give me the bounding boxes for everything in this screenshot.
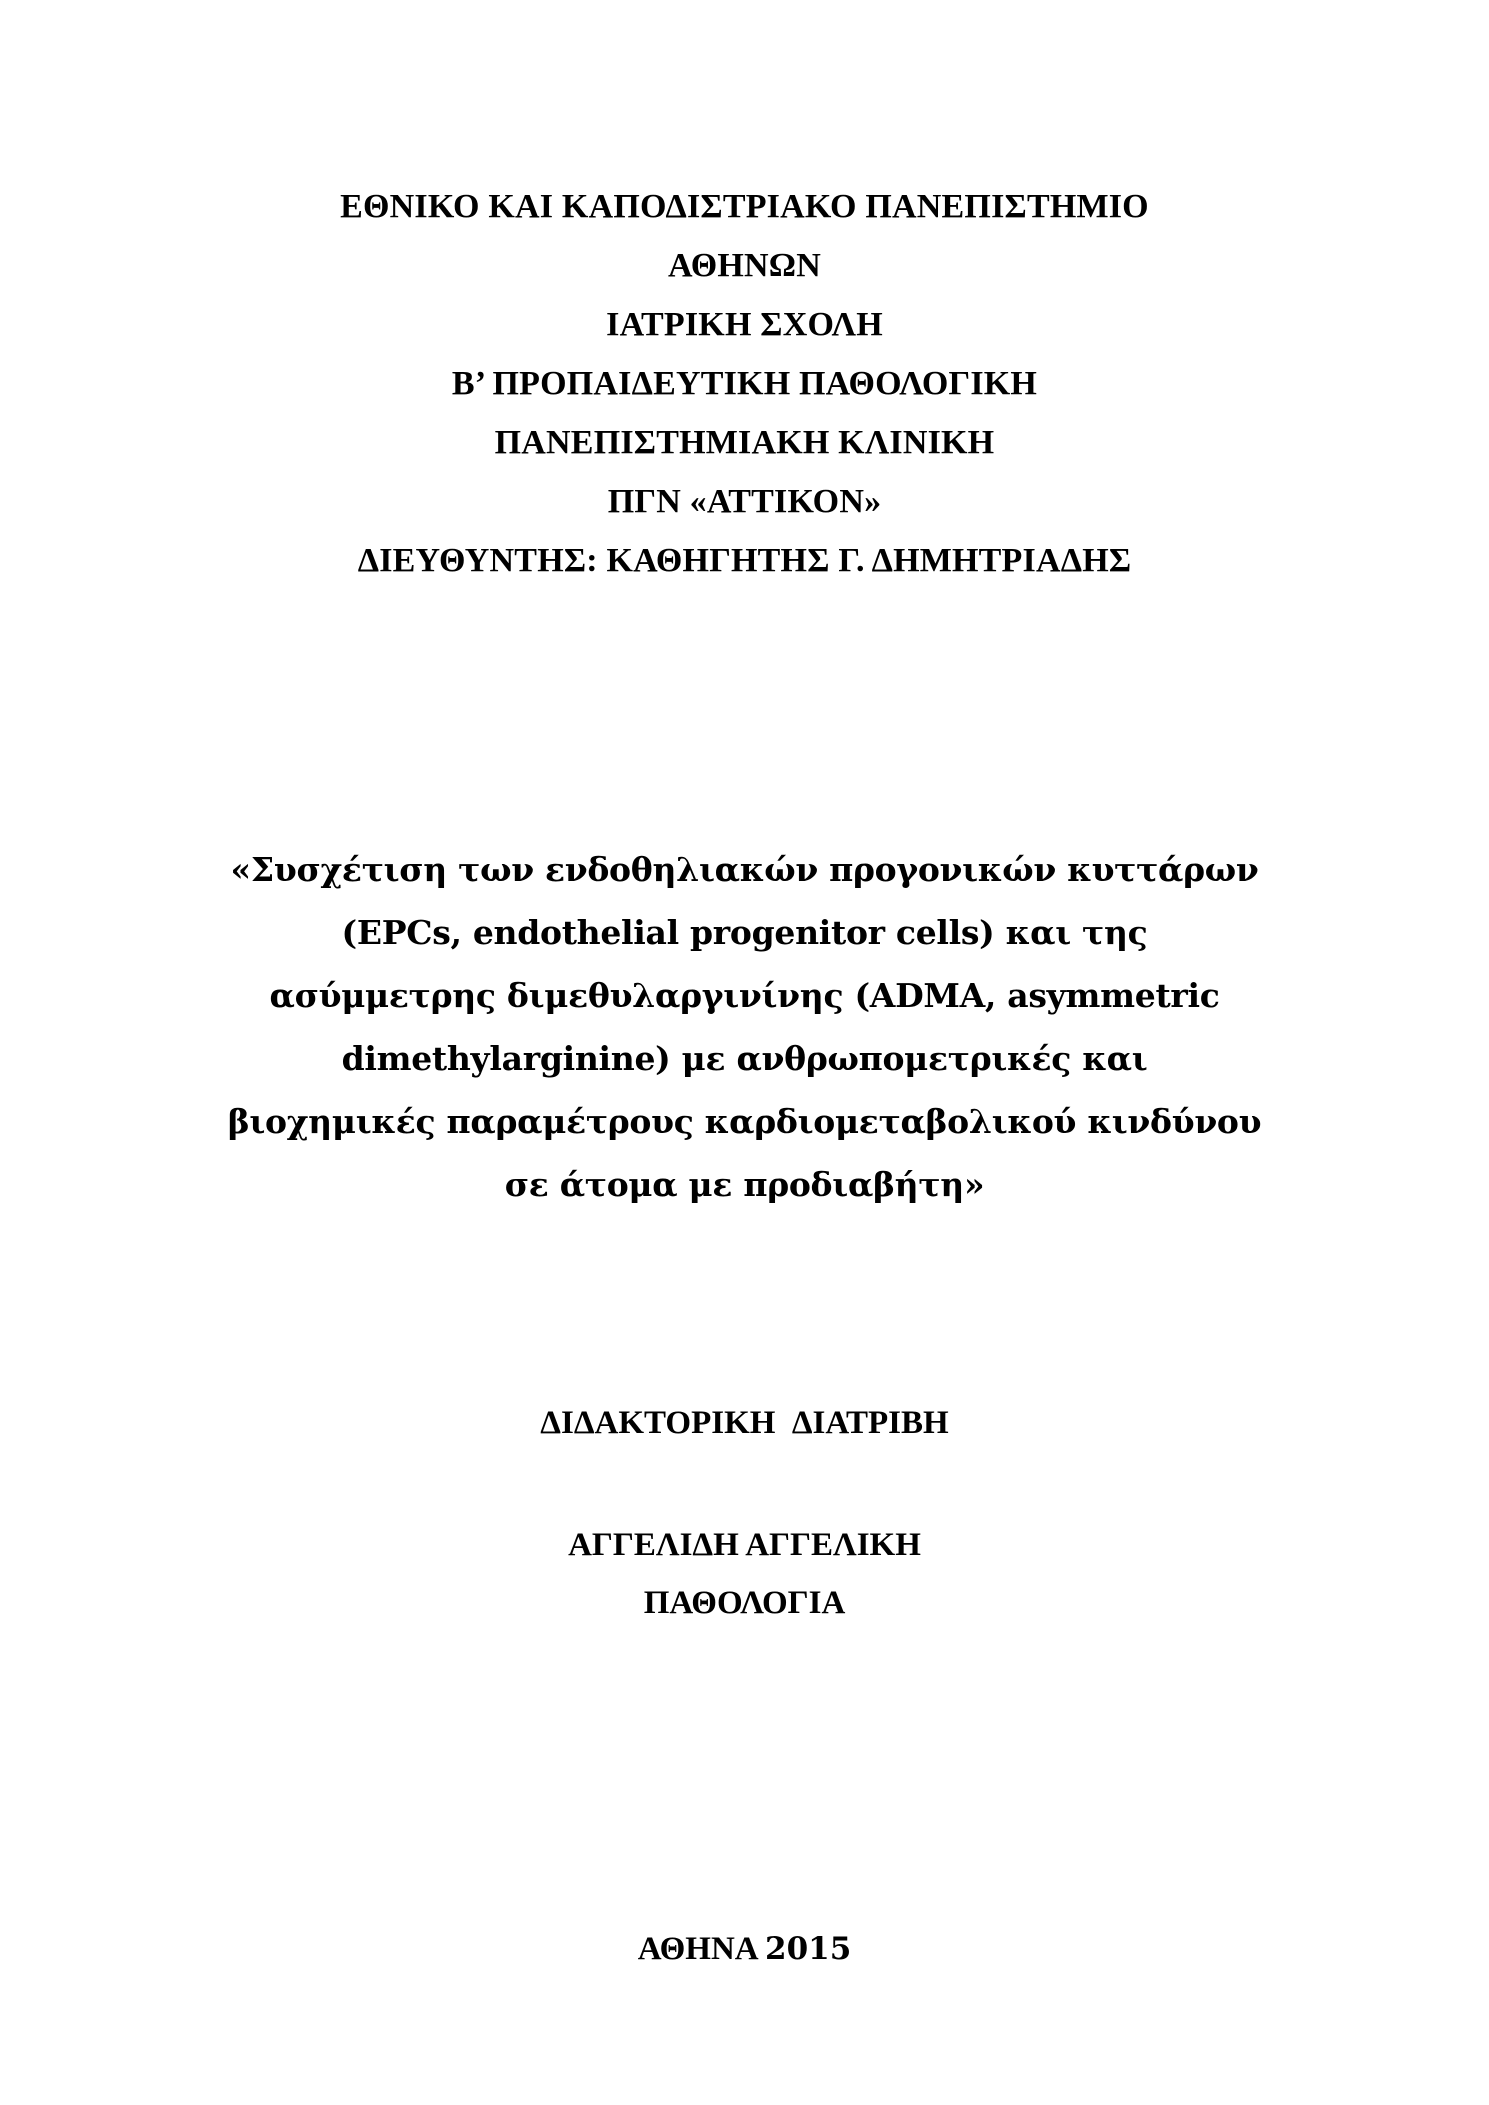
place-name: ΑΘΗΝΑ [637,1931,757,1967]
author-block [0,1516,1489,1632]
title-line: dimethylarginine) με ανθρωπομετρικές και [341,1039,1148,1078]
thesis-type [0,1398,1489,1448]
university-name-line: ΕΘΝΙΚΟ ΚΑΙ ΚΑΠΟΔΙΣΤΡΙΑΚΟ ΠΑΝΕΠΙΣΤΗΜΙΟ [340,188,1149,225]
university-city-line: ΑΘΗΝΩΝ [667,247,821,284]
thesis-type-label: ΔΙΔΑΚΤΟΡΙΚΗ ΔΙΑΤΡΙΒΗ [540,1405,949,1441]
thesis-title [0,838,1489,1216]
title-line: σε άτομα με προδιαβήτη» [504,1165,985,1204]
author-specialty: ΠΑΘΟΛΟΓΙΑ [643,1585,846,1621]
title-line: (EPCs, endothelial progenitor cells) και της [341,913,1148,952]
institution-header [0,177,1489,590]
title-line: βιοχημικές παραμέτρους καρδιομεταβολικού κινδύνου [227,1102,1262,1141]
school-name-line: ΙΑΤΡΙΚΗ ΣΧΟΛΗ [606,306,883,343]
hospital-line: ΠΓΝ «ΑΤΤΙΚΟΝ» [607,483,882,520]
place-and-date [0,1924,1489,1974]
author-name: ΑΓΓΕΛΙΔΗ ΑΓΓΕΛΙΚΗ [568,1527,921,1563]
year: 2015 [765,1931,852,1967]
place-date-line [0,1924,1489,1974]
clinic-line: ΠΑΝΕΠΙΣΤΗΜΙΑΚΗ ΚΛΙΝΙΚΗ [494,424,995,461]
department-line: Β’ ΠΡΟΠΑΙΔΕΥΤΙΚΗ ΠΑΘΟΛΟΓΙΚΗ [451,365,1038,402]
title-line: ασύμμετρης διμεθυλαργινίνης (ADMA, asymmetric [269,976,1220,1015]
title-line: «Συσχέτιση των ενδοθηλιακών προγονικών κυττάρων [230,850,1259,889]
director-line: ΔΙΕΥΘΥΝΤΗΣ: ΚΑΘΗΓΗΤΗΣ Γ. ΔΗΜΗΤΡΙΑΔΗΣ [357,542,1132,579]
